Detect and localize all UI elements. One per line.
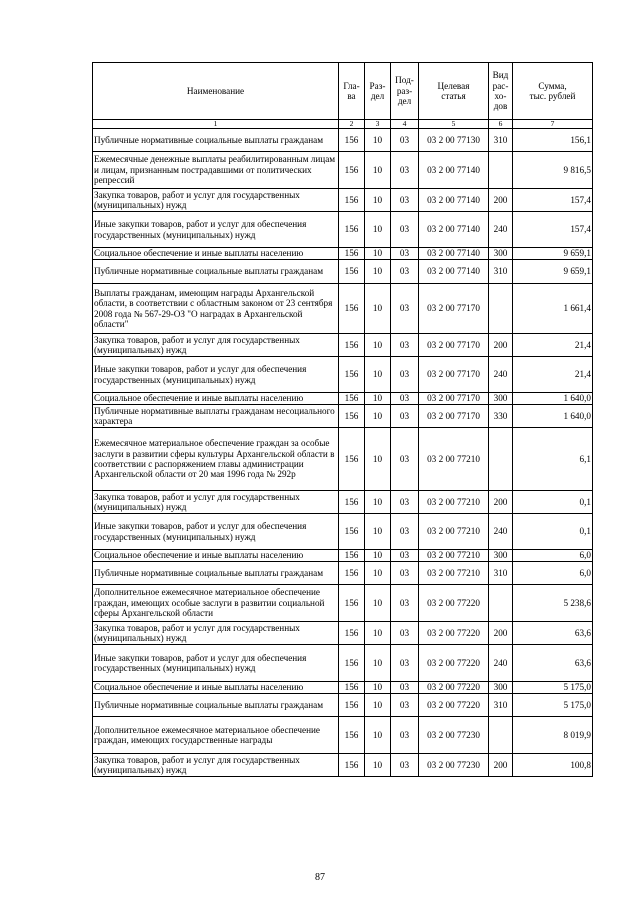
row-expense-type	[489, 428, 513, 491]
row-section: 10	[365, 754, 391, 777]
row-subsection: 03	[391, 284, 419, 334]
row-name: Закупка товаров, работ и услуг для государственных (муниципальных) нужд	[93, 189, 339, 212]
row-section: 10	[365, 562, 391, 585]
row-subsection: 03	[391, 682, 419, 694]
row-section: 10	[365, 694, 391, 717]
row-name: Социальное обеспечение и иные выплаты населению	[93, 393, 339, 405]
row-expense-type: 310	[489, 260, 513, 284]
row-subsection: 03	[391, 405, 419, 428]
table-row	[93, 129, 593, 152]
column-number: 6	[489, 120, 513, 129]
column-number-row	[93, 120, 593, 129]
row-expense-type: 310	[489, 694, 513, 717]
column-number: 5	[419, 120, 489, 129]
table-row	[93, 405, 593, 428]
row-subsection: 03	[391, 717, 419, 754]
row-expense-type: 300	[489, 248, 513, 260]
row-subsection: 03	[391, 562, 419, 585]
row-chapter: 156	[339, 754, 365, 777]
row-section: 10	[365, 682, 391, 694]
row-expense-type: 200	[489, 491, 513, 514]
row-target: 03 2 00 77140	[419, 248, 489, 260]
header-name: Наименование	[93, 63, 339, 120]
row-name: Социальное обеспечение и иные выплаты населению	[93, 248, 339, 260]
row-name: Закупка товаров, работ и услуг для государственных (муниципальных) нужд	[93, 334, 339, 357]
row-section: 10	[365, 260, 391, 284]
row-chapter: 156	[339, 405, 365, 428]
row-expense-type: 240	[489, 212, 513, 248]
row-target: 03 2 00 77220	[419, 645, 489, 682]
row-amount: 157,4	[513, 212, 593, 248]
row-chapter: 156	[339, 682, 365, 694]
row-amount: 21,4	[513, 357, 593, 393]
row-expense-type: 310	[489, 129, 513, 152]
row-expense-type	[489, 284, 513, 334]
row-amount: 156,1	[513, 129, 593, 152]
row-name: Дополнительное ежемесячное материальное обеспечение граждан, имеющих государственные награды	[93, 717, 339, 754]
row-target: 03 2 00 77140	[419, 152, 489, 189]
row-expense-type: 300	[489, 682, 513, 694]
row-expense-type	[489, 585, 513, 622]
header-subsection: Под- раз- дел	[391, 63, 419, 120]
row-section: 10	[365, 152, 391, 189]
row-subsection: 03	[391, 260, 419, 284]
row-chapter: 156	[339, 189, 365, 212]
row-subsection: 03	[391, 585, 419, 622]
table-row	[93, 357, 593, 393]
row-target: 03 2 00 77220	[419, 622, 489, 645]
row-amount: 1 661,4	[513, 284, 593, 334]
row-target: 03 2 00 77230	[419, 754, 489, 777]
table-row	[93, 284, 593, 334]
row-amount: 100,8	[513, 754, 593, 777]
row-target: 03 2 00 77210	[419, 514, 489, 550]
row-chapter: 156	[339, 248, 365, 260]
row-expense-type	[489, 152, 513, 189]
table-row	[93, 694, 593, 717]
header-amount: Сумма, тыс. рублей	[513, 63, 593, 120]
row-expense-type: 330	[489, 405, 513, 428]
table-row	[93, 682, 593, 694]
row-amount: 1 640,0	[513, 405, 593, 428]
row-target: 03 2 00 77140	[419, 260, 489, 284]
header-row	[93, 63, 593, 120]
row-chapter: 156	[339, 622, 365, 645]
row-target: 03 2 00 77170	[419, 284, 489, 334]
table-row	[93, 189, 593, 212]
table-row	[93, 645, 593, 682]
table-row	[93, 514, 593, 550]
table-row	[93, 248, 593, 260]
row-expense-type: 240	[489, 645, 513, 682]
row-target: 03 2 00 77210	[419, 428, 489, 491]
row-chapter: 156	[339, 491, 365, 514]
row-section: 10	[365, 393, 391, 405]
row-subsection: 03	[391, 754, 419, 777]
row-amount: 0,1	[513, 491, 593, 514]
row-section: 10	[365, 129, 391, 152]
row-name: Ежемесячные денежные выплаты реабилитированным лицам и лицам, признанным пострадавшими от политических репрессий	[93, 152, 339, 189]
header-expense-type: Вид рас- хо- дов	[489, 63, 513, 120]
row-amount: 63,6	[513, 622, 593, 645]
row-chapter: 156	[339, 428, 365, 491]
row-chapter: 156	[339, 152, 365, 189]
row-subsection: 03	[391, 248, 419, 260]
row-name: Публичные нормативные социальные выплаты гражданам	[93, 694, 339, 717]
row-section: 10	[365, 189, 391, 212]
row-subsection: 03	[391, 129, 419, 152]
row-section: 10	[365, 248, 391, 260]
row-name: Дополнительное ежемесячное материальное обеспечение граждан, имеющих особые заслуги в развитии социальной сферы Архангельской области	[93, 585, 339, 622]
row-target: 03 2 00 77170	[419, 393, 489, 405]
row-chapter: 156	[339, 694, 365, 717]
row-subsection: 03	[391, 491, 419, 514]
row-name: Публичные нормативные выплаты гражданам несоциального характера	[93, 405, 339, 428]
table-row	[93, 562, 593, 585]
row-amount: 63,6	[513, 645, 593, 682]
row-name: Иные закупки товаров, работ и услуг для обеспечения государственных (муниципальных) нужд	[93, 514, 339, 550]
row-section: 10	[365, 717, 391, 754]
row-name: Иные закупки товаров, работ и услуг для обеспечения государственных (муниципальных) нужд	[93, 212, 339, 248]
row-expense-type: 200	[489, 754, 513, 777]
row-subsection: 03	[391, 152, 419, 189]
table-row	[93, 585, 593, 622]
row-name: Публичные нормативные социальные выплаты гражданам	[93, 260, 339, 284]
row-target: 03 2 00 77130	[419, 129, 489, 152]
row-section: 10	[365, 334, 391, 357]
table-body	[93, 129, 593, 777]
row-chapter: 156	[339, 260, 365, 284]
table-row	[93, 428, 593, 491]
row-target: 03 2 00 77140	[419, 189, 489, 212]
row-expense-type: 200	[489, 622, 513, 645]
row-expense-type: 240	[489, 357, 513, 393]
row-subsection: 03	[391, 189, 419, 212]
row-section: 10	[365, 212, 391, 248]
row-chapter: 156	[339, 550, 365, 562]
row-chapter: 156	[339, 393, 365, 405]
row-target: 03 2 00 77210	[419, 550, 489, 562]
table-row	[93, 212, 593, 248]
row-amount: 21,4	[513, 334, 593, 357]
row-target: 03 2 00 77220	[419, 682, 489, 694]
row-name: Публичные нормативные социальные выплаты гражданам	[93, 562, 339, 585]
row-amount: 5 175,0	[513, 682, 593, 694]
row-target: 03 2 00 77170	[419, 405, 489, 428]
row-section: 10	[365, 514, 391, 550]
row-amount: 1 640,0	[513, 393, 593, 405]
row-subsection: 03	[391, 334, 419, 357]
table-row	[93, 260, 593, 284]
row-expense-type: 300	[489, 393, 513, 405]
row-section: 10	[365, 622, 391, 645]
row-section: 10	[365, 550, 391, 562]
row-amount: 5 175,0	[513, 694, 593, 717]
row-amount: 9 659,1	[513, 260, 593, 284]
row-chapter: 156	[339, 284, 365, 334]
page-number: 87	[315, 872, 325, 883]
row-chapter: 156	[339, 514, 365, 550]
row-name: Иные закупки товаров, работ и услуг для обеспечения государственных (муниципальных) нужд	[93, 357, 339, 393]
column-number: 4	[391, 120, 419, 129]
row-target: 03 2 00 77220	[419, 694, 489, 717]
row-name: Иные закупки товаров, работ и услуг для обеспечения государственных (муниципальных) нужд	[93, 645, 339, 682]
row-amount: 6,0	[513, 562, 593, 585]
column-number: 7	[513, 120, 593, 129]
column-number: 2	[339, 120, 365, 129]
row-name: Закупка товаров, работ и услуг для государственных (муниципальных) нужд	[93, 622, 339, 645]
column-number: 1	[93, 120, 339, 129]
row-amount: 6,1	[513, 428, 593, 491]
row-section: 10	[365, 405, 391, 428]
row-name: Социальное обеспечение и иные выплаты населению	[93, 682, 339, 694]
row-chapter: 156	[339, 645, 365, 682]
row-amount: 8 019,9	[513, 717, 593, 754]
row-chapter: 156	[339, 717, 365, 754]
table-row	[93, 622, 593, 645]
row-subsection: 03	[391, 357, 419, 393]
row-expense-type: 240	[489, 514, 513, 550]
row-name: Социальное обеспечение и иные выплаты населению	[93, 550, 339, 562]
row-subsection: 03	[391, 622, 419, 645]
row-section: 10	[365, 284, 391, 334]
row-target: 03 2 00 77170	[419, 357, 489, 393]
row-expense-type: 310	[489, 562, 513, 585]
row-name: Ежемесячное материальное обеспечение граждан за особые заслуги в развитии сферы культуры Архангельской области в соответствии с распоряжением главы администрации Архангельской области от 20 мая 1996 года № 292р	[93, 428, 339, 491]
row-chapter: 156	[339, 562, 365, 585]
table-row	[93, 491, 593, 514]
row-name: Закупка товаров, работ и услуг для государственных (муниципальных) нужд	[93, 754, 339, 777]
table-row	[93, 334, 593, 357]
column-number: 3	[365, 120, 391, 129]
row-amount: 5 238,6	[513, 585, 593, 622]
row-subsection: 03	[391, 550, 419, 562]
row-amount: 9 816,5	[513, 152, 593, 189]
row-name: Закупка товаров, работ и услуг для государственных (муниципальных) нужд	[93, 491, 339, 514]
row-amount: 6,0	[513, 550, 593, 562]
table-row	[93, 550, 593, 562]
row-section: 10	[365, 645, 391, 682]
row-expense-type	[489, 717, 513, 754]
budget-table	[92, 62, 593, 777]
table-row	[93, 754, 593, 777]
row-subsection: 03	[391, 428, 419, 491]
row-section: 10	[365, 428, 391, 491]
row-amount: 157,4	[513, 189, 593, 212]
row-chapter: 156	[339, 212, 365, 248]
row-name: Выплаты гражданам, имеющим награды Архангельской области, в соответствии с областным законом от 23 сентября 2008 года № 567-29-ОЗ "О наградах в Архангельской области"	[93, 284, 339, 334]
table-row	[93, 393, 593, 405]
row-amount: 0,1	[513, 514, 593, 550]
row-name: Публичные нормативные социальные выплаты гражданам	[93, 129, 339, 152]
header-chapter: Гла- ва	[339, 63, 365, 120]
row-expense-type: 200	[489, 189, 513, 212]
row-target: 03 2 00 77210	[419, 491, 489, 514]
row-subsection: 03	[391, 645, 419, 682]
row-expense-type: 300	[489, 550, 513, 562]
row-target: 03 2 00 77210	[419, 562, 489, 585]
row-chapter: 156	[339, 585, 365, 622]
row-target: 03 2 00 77220	[419, 585, 489, 622]
row-section: 10	[365, 357, 391, 393]
row-subsection: 03	[391, 212, 419, 248]
row-target: 03 2 00 77230	[419, 717, 489, 754]
row-section: 10	[365, 585, 391, 622]
row-amount: 9 659,1	[513, 248, 593, 260]
row-target: 03 2 00 77170	[419, 334, 489, 357]
row-section: 10	[365, 491, 391, 514]
row-chapter: 156	[339, 129, 365, 152]
row-chapter: 156	[339, 334, 365, 357]
table-row	[93, 717, 593, 754]
row-target: 03 2 00 77140	[419, 212, 489, 248]
table-row	[93, 152, 593, 189]
row-subsection: 03	[391, 694, 419, 717]
header-target: Целевая статья	[419, 63, 489, 120]
row-subsection: 03	[391, 393, 419, 405]
header-section: Раз- дел	[365, 63, 391, 120]
row-subsection: 03	[391, 514, 419, 550]
row-chapter: 156	[339, 357, 365, 393]
row-expense-type: 200	[489, 334, 513, 357]
